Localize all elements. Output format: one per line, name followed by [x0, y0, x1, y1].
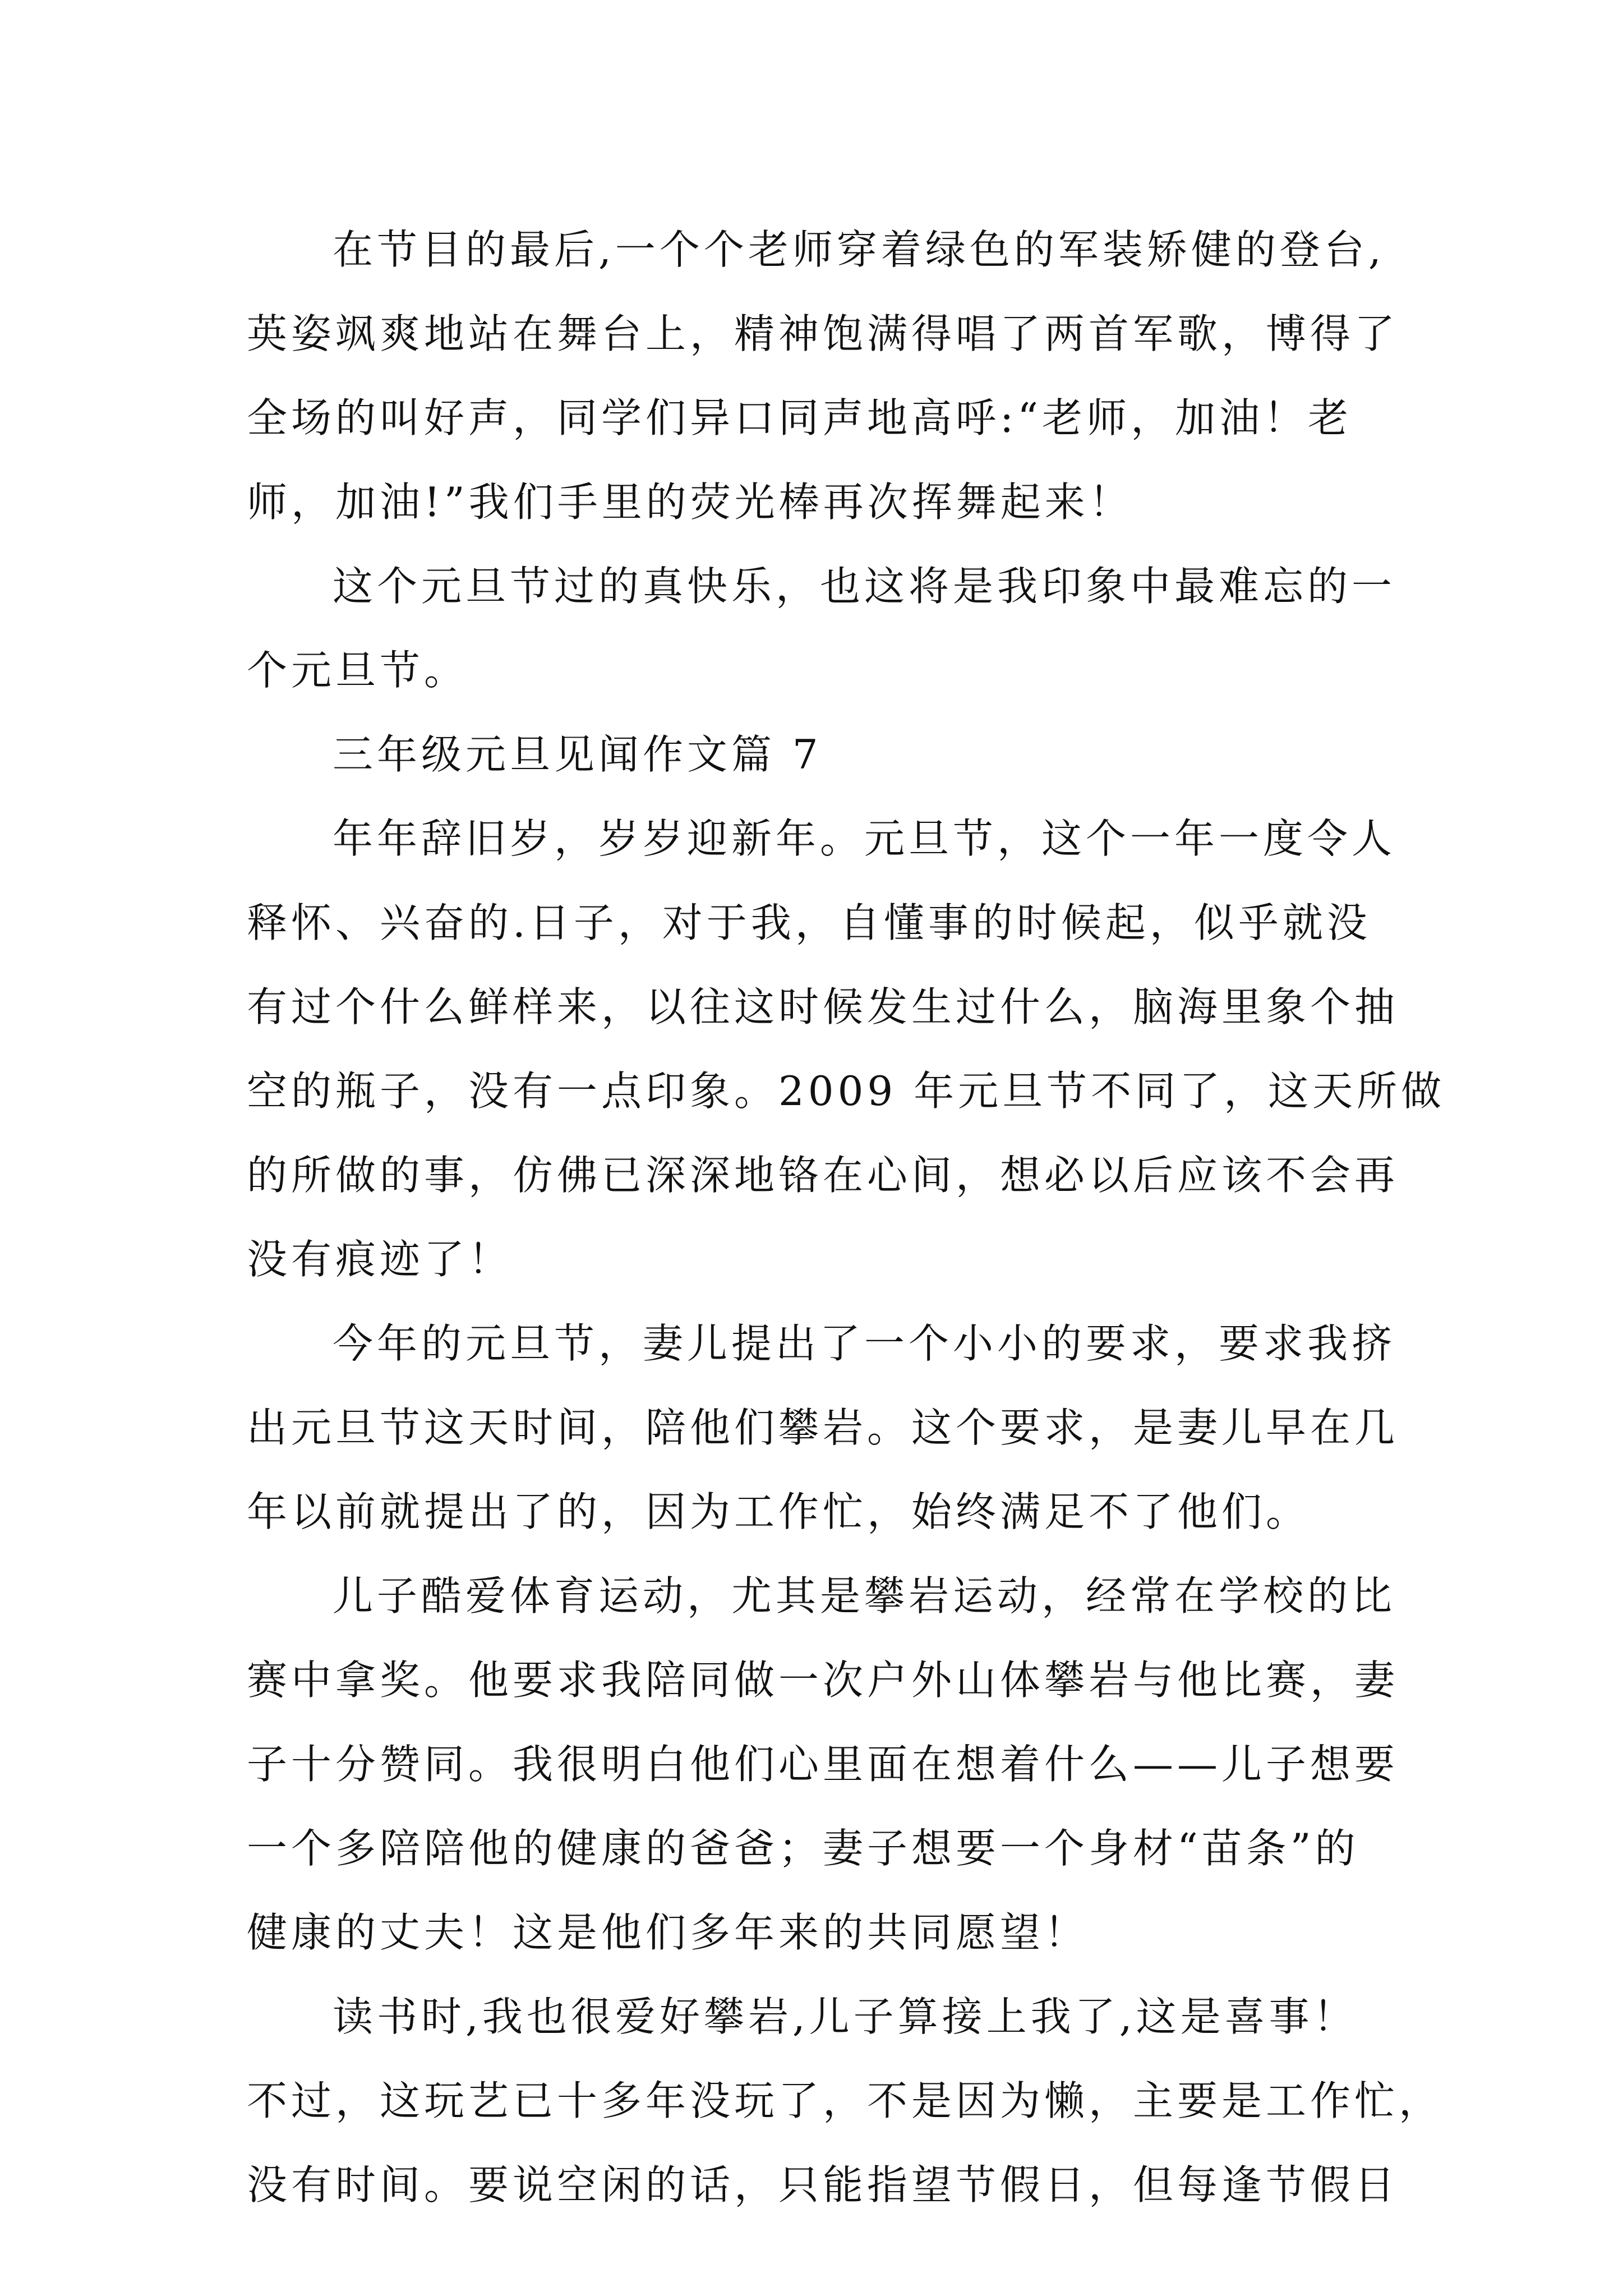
section-heading: 三年级元旦见闻作文篇 7 — [333, 731, 822, 778]
body-text-line: 在节目的最后,一个个老师穿着绿色的军装矫健的登台, — [333, 226, 1385, 273]
body-text-line: 读书时,我也很爱好攀岩,儿子算接上我了,这是喜事！ — [333, 1993, 1358, 2040]
body-text-line: 不过，这玩艺已十多年没玩了，不是因为懒，主要是工作忙， — [247, 2077, 1444, 2124]
body-text-line: 没有时间。要说空闲的话，只能指望节假日，但每逢节假日 — [247, 2161, 1399, 2208]
body-text-line: 英姿飒爽地站在舞台上，精神饱满得唱了两首军歌，博得了 — [247, 310, 1399, 357]
body-text-line: 的所做的事，仿佛已深深地铬在心间，想必以后应该不会再 — [247, 1152, 1399, 1199]
body-text-line: 没有痕迹了！ — [247, 1236, 513, 1283]
body-text-line: 子十分赞同。我很明白他们心里面在想着什么——儿子想要 — [247, 1741, 1399, 1788]
body-text-line: 有过个什么鲜样来，以往这时候发生过什么，脑海里象个抽 — [247, 983, 1399, 1030]
body-text-line: 全场的叫好声，同学们异口同声地高呼:“老师，加油！老 — [247, 394, 1353, 441]
body-text-line: 个元旦节。 — [247, 647, 469, 694]
body-text-line: 健康的丈夫！这是他们多年来的共同愿望！ — [247, 1909, 1089, 1956]
body-text-line: 空的瓶子，没有一点印象。2009 年元旦节不同了，这天所做 — [247, 1068, 1446, 1115]
body-text-line: 释怀、兴奋的.日子，对于我，自懂事的时候起，似乎就没 — [247, 899, 1371, 946]
body-text-line: 这个元旦节过的真快乐，也这将是我印象中最难忘的一 — [333, 563, 1396, 610]
body-text-line: 一个多陪陪他的健康的爸爸；妻子想要一个身材“苗条”的 — [247, 1825, 1359, 1872]
body-text-line: 儿子酷爱体育运动，尤其是攀岩运动，经常在学校的比 — [333, 1572, 1396, 1619]
body-text-line: 师，加油!”我们手里的荧光棒再次挥舞起来！ — [247, 478, 1133, 526]
body-text-line: 出元旦节这天时间，陪他们攀岩。这个要求，是妻儿早在几 — [247, 1404, 1399, 1451]
body-text-line: 年以前就提出了的，因为工作忙，始终满足不了他们。 — [247, 1488, 1311, 1535]
body-text-line: 年年辞旧岁，岁岁迎新年。元旦节，这个一年一度令人 — [333, 815, 1396, 862]
document-body — [247, 208, 1446, 2227]
body-text-line: 今年的元旦节，妻儿提出了一个小小的要求，要求我挤 — [333, 1320, 1396, 1367]
body-text-line: 赛中拿奖。他要求我陪同做一次户外山体攀岩与他比赛，妻 — [247, 1657, 1399, 1704]
